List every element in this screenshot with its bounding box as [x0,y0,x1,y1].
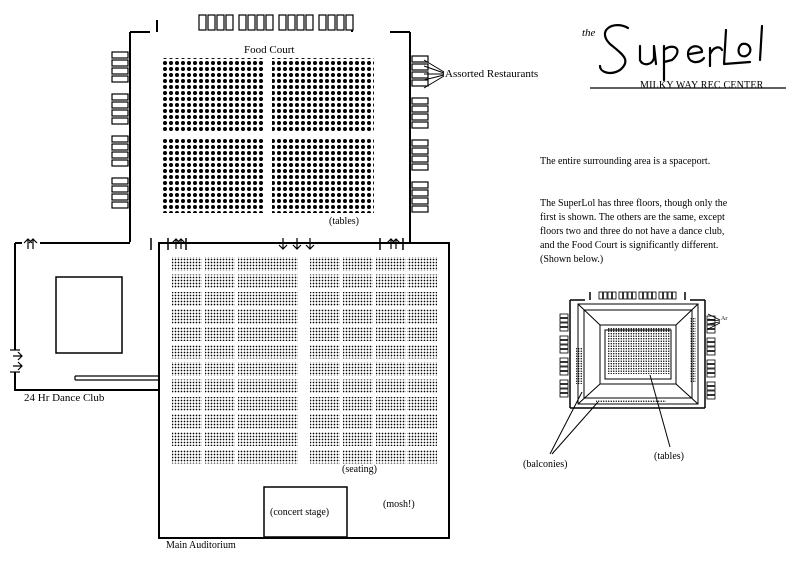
seating-label: (seating) [342,464,377,475]
assorted-restaurants-label: Assorted Restaurants [445,68,539,80]
food-court-tables [163,58,374,213]
inset-restaurants-label: Ar [721,316,728,322]
dance-club-side-entrance [10,350,22,372]
main-auditorium-label: Main Auditorium [166,540,236,551]
inset-tables-label: (tables) [654,451,684,462]
balconies-label: (balconies) [523,459,568,470]
dance-club-label: 24 Hr Dance Club [24,392,105,404]
concert-stage-label: (concert stage) [270,507,330,518]
auditorium-seating [172,257,437,464]
logo-subtitle: MILKY WAY REC CENTER [640,80,764,91]
logo-the-text: the [582,27,596,39]
food-court-top-stalls [199,15,353,30]
description-para-2: The SuperLol has three floors, though only the first is shown. The others are the same, except floors two and three do not have a dance club, and the Food Court is significantly different. (Shown below.) [540,198,728,265]
food-court-left-stalls [112,52,128,208]
superlol-logo-mark [600,25,762,80]
dance-club-corridor [75,376,159,380]
dance-floor [56,277,122,353]
mosh-label: (mosh!) [383,499,415,510]
food-court-tables-label: (tables) [329,216,359,227]
description-para-1: The entire surrounding area is a spaceport. [540,156,711,167]
food-court-label: Food Court [244,44,295,56]
upper-floor-inset [550,292,720,454]
